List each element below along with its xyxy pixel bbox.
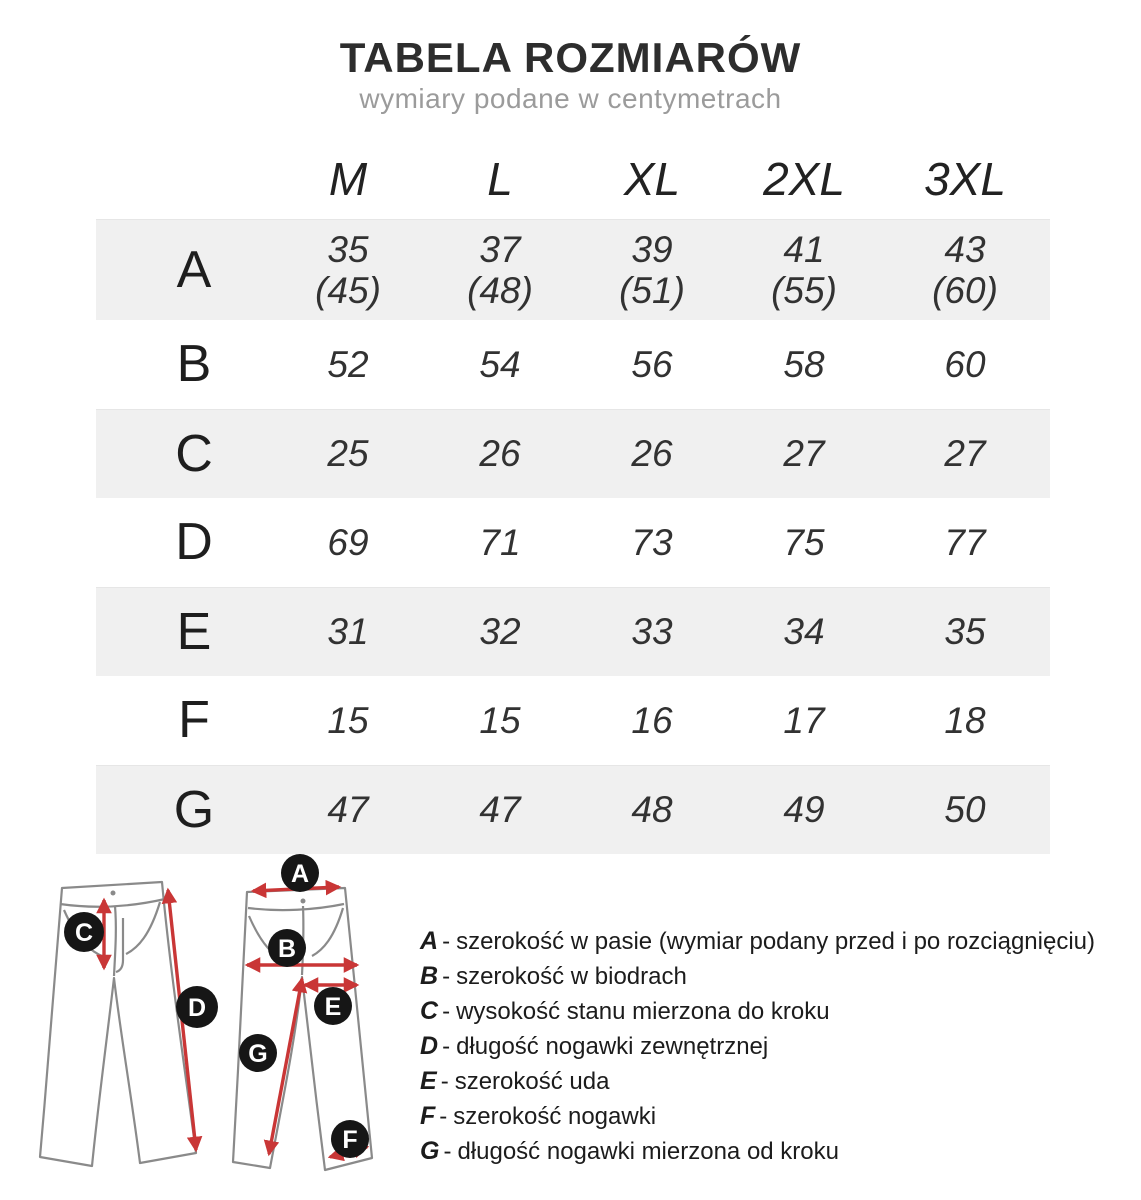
page-subtitle: wymiary podane w centymetrach <box>359 83 782 114</box>
table-row-d <box>96 498 1050 587</box>
legend-item-g: G - długość nogawki mierzona od kroku <box>420 1137 839 1165</box>
cell-b-2xl: 58 <box>783 343 825 385</box>
size-table <box>96 140 1050 854</box>
cell-f-3xl: 18 <box>944 699 986 741</box>
cell-e-m: 31 <box>327 611 369 653</box>
svg-text:E: E <box>324 993 342 1021</box>
table-row-b <box>96 320 1050 409</box>
cell-d-m: 69 <box>327 521 369 563</box>
svg-text:F: F <box>342 1126 358 1154</box>
marker-e <box>314 987 352 1025</box>
row-label: E <box>176 602 212 661</box>
cell-a-3xl: 43 (60) <box>932 228 998 311</box>
cell-c-2xl: 27 <box>783 433 825 475</box>
size-col-m: M <box>328 152 368 205</box>
cell-g-m: 47 <box>327 789 369 831</box>
header <box>0 34 1141 115</box>
legend-item-e: E - szerokość uda <box>420 1067 610 1095</box>
legend-desc: szerokość w biodrach <box>456 963 687 990</box>
cell-a-2xl: 41 (55) <box>771 228 837 311</box>
legend-item-b: B - szerokość w biodrach <box>420 962 687 990</box>
cell-b-3xl: 60 <box>944 343 986 385</box>
cell-c-3xl: 27 <box>944 433 986 475</box>
cell-g-3xl: 50 <box>944 789 986 831</box>
legend-desc: szerokość w pasie (wymiar podany przed i po rozciągnięciu) <box>456 928 1096 955</box>
cell-g-xl: 48 <box>631 789 673 831</box>
cell-b-m: 52 <box>327 343 369 385</box>
svg-text:G: G <box>248 1040 268 1068</box>
cell-f-xl: 16 <box>631 699 673 741</box>
table-row-e <box>96 587 1050 676</box>
pants-measurement-diagram <box>20 848 410 1200</box>
row-label: F <box>178 691 210 750</box>
legend-item-c: C - wysokość stanu mierzona do kroku <box>420 997 830 1025</box>
size-header-row <box>96 140 1050 219</box>
row-label: D <box>175 513 213 572</box>
legend-desc: szerokość uda <box>454 1068 610 1095</box>
legend-item-a: A - szerokość w pasie (wymiar podany przed i po rozciągnięciu) <box>420 927 1096 955</box>
cell-f-m: 15 <box>327 699 369 741</box>
cell-f-l: 15 <box>479 699 521 741</box>
size-col-3xl: 3XL <box>924 152 1006 205</box>
cell-d-xl: 73 <box>631 521 673 563</box>
cell-g-l: 47 <box>479 789 521 831</box>
cell-e-2xl: 34 <box>783 611 825 653</box>
row-label: C <box>175 424 213 483</box>
cell-a-m: 35 (45) <box>315 228 381 311</box>
svg-text:C: C <box>74 919 94 947</box>
cell-d-2xl: 75 <box>783 521 825 563</box>
cell-c-xl: 26 <box>631 433 673 475</box>
svg-text:D: D <box>187 994 207 1022</box>
marker-c <box>64 912 104 952</box>
table-row-g <box>96 765 1050 854</box>
legend-desc: długość nogawki zewnętrznej <box>456 1033 769 1060</box>
table-row-a <box>96 219 1050 320</box>
cell-e-l: 32 <box>479 611 521 653</box>
cell-a-l: 37 (48) <box>467 228 533 311</box>
svg-text:B: B <box>277 935 297 963</box>
page-title: TABELA ROZMIARÓW <box>339 34 802 81</box>
row-label: G <box>173 780 215 839</box>
legend-item-d: D - długość nogawki zewnętrznej <box>420 1032 769 1060</box>
size-col-l: L <box>487 152 513 205</box>
marker-a <box>281 854 319 892</box>
table-row-f <box>96 676 1050 765</box>
row-label: A <box>176 240 212 299</box>
cell-f-2xl: 17 <box>783 699 825 741</box>
svg-text:A: A <box>290 860 310 888</box>
cell-g-2xl: 49 <box>783 789 825 831</box>
marker-f <box>331 1120 369 1158</box>
row-label: B <box>176 335 212 394</box>
marker-b <box>268 929 306 967</box>
cell-b-xl: 56 <box>631 343 673 385</box>
legend-desc: długość nogawki mierzona od kroku <box>457 1138 839 1165</box>
size-col-2xl: 2XL <box>763 152 845 205</box>
cell-c-m: 25 <box>327 433 369 475</box>
marker-d <box>176 986 218 1028</box>
cell-d-3xl: 77 <box>944 521 986 563</box>
cell-a-xl: 39 (51) <box>619 228 685 311</box>
cell-e-3xl: 35 <box>944 611 986 653</box>
cell-e-xl: 33 <box>631 611 673 653</box>
cell-c-l: 26 <box>479 433 521 475</box>
legend-desc: wysokość stanu mierzona do kroku <box>456 998 830 1025</box>
size-col-xl: XL <box>623 152 681 205</box>
legend-item-f: F - szerokość nogawki <box>420 1102 657 1130</box>
measurement-legend <box>420 924 1140 1169</box>
legend-desc: szerokość nogawki <box>453 1103 657 1130</box>
marker-g <box>239 1034 277 1072</box>
table-row-c <box>96 409 1050 498</box>
cell-d-l: 71 <box>479 521 521 563</box>
cell-b-l: 54 <box>479 343 521 385</box>
